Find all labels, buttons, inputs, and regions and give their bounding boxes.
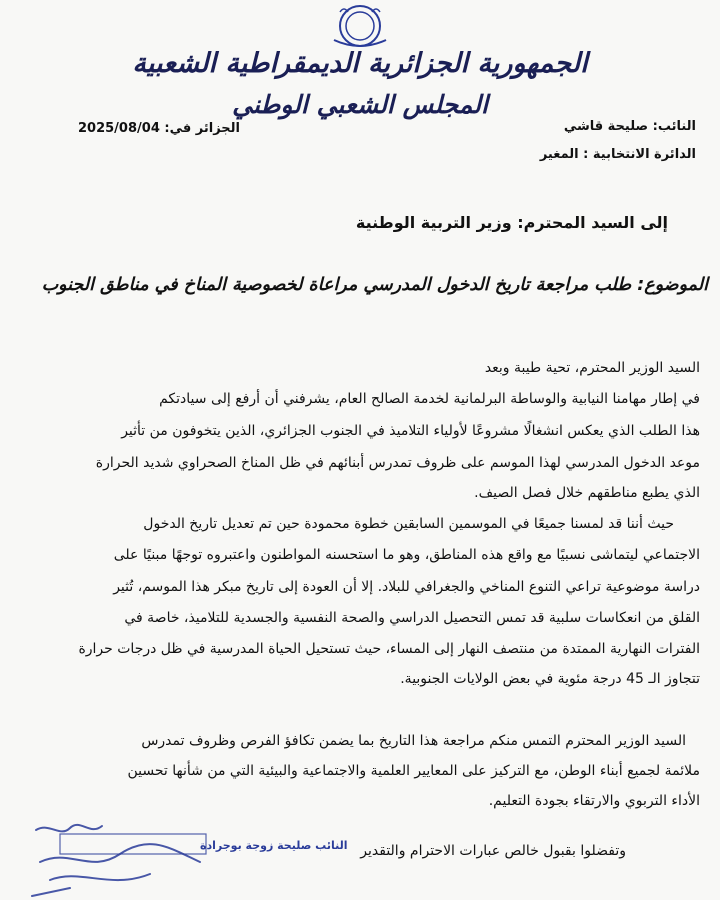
paragraph-1-line: موعد الدخول المدرسي لهذا الموسم على ظروف تمدرس أبنائهم في ظل المناخ الصحراوي شديد الحرارة: [95, 455, 700, 471]
paragraph-1-line: في إطار مهامنا النيابية والوساطة البرلمانية لخدمة الصالح العام، يشرفني أن أرفع إلى سيادتكم: [159, 391, 700, 407]
addressee: إلى السيد المحترم: وزير التربية الوطنية: [355, 213, 668, 232]
paragraph-2-line: القلق من انعكاسات سلبية قد تمس التحصيل الدراسي والصحة النفسية والجسدية للتلاميذ، خاصة في: [124, 610, 700, 626]
greeting: السيد الوزير المحترم، تحية طيبة وبعد: [484, 360, 700, 376]
paragraph-3-line: ملائمة لجميع أبناء الوطن، مع التركيز على المعايير العلمية والاجتماعية والبيئية التي من شأنها تحسين: [127, 763, 700, 779]
emblem-icon: [322, 4, 398, 52]
paragraph-2-line: تتجاوز الـ 45 درجة مئوية في بعض الولايات الجنوبية.: [400, 671, 700, 687]
place-date: الجزائر في: 2025/08/04: [78, 121, 240, 136]
signature-stamp: [30, 818, 348, 900]
paragraph-1-line: الذي يطبع مناطقهم خلال فصل الصيف.: [474, 485, 700, 501]
assembly-title: المجلس الشعبي الوطني: [232, 90, 488, 119]
paragraph-2-line: الاجتماعي ليتماشى نسبيًا مع واقع هذه المناطق، وهو ما استحسنه المواطنون واعتبروه توجهًا مبنيًا على: [113, 547, 700, 563]
republic-title: الجمهورية الجزائرية الديمقراطية الشعبية: [132, 48, 588, 79]
electoral-district: الدائرة الانتخابية : المغير: [539, 147, 696, 162]
paragraph-3-line: الأداء التربوي والارتقاء بجودة التعليم.: [488, 793, 700, 809]
paragraph-2-line: دراسة موضوعية تراعي التنوع المناخي والجغرافي للبلاد. إلا أن العودة إلى تاريخ مبكر هذا الموسم، تُثير: [113, 579, 700, 595]
closing-line: وتفضلوا بقبول خالص عبارات الاحترام والتقدير: [360, 843, 626, 859]
paragraph-3-line: السيد الوزير المحترم التمس منكم مراجعة هذا التاريخ بما يضمن تكافؤ الفرص وظروف تمدرس: [141, 733, 686, 749]
svg-text:النائب صليحة زوجة بوجرادة: النائب صليحة زوجة بوجرادة: [200, 839, 348, 852]
paragraph-1-line: هذا الطلب الذي يعكس انشغالًا مشروعًا لأولياء التلاميذ في الجنوب الجزائري، الذين يتخوفون من تأثير: [121, 423, 700, 439]
paragraph-2-line: حيث أننا قد لمسنا جميعًا في الموسمين السابقين خطوة محمودة حين تم تعديل تاريخ الدخول: [143, 516, 674, 532]
subject-line: الموضوع: طلب مراجعة تاريخ الدخول المدرسي مراعاة لخصوصية المناخ في مناطق الجنوب: [41, 275, 708, 295]
deputy-name: النائب: صليحة قاشي: [563, 119, 696, 134]
paragraph-2-line: الفترات النهارية الممتدة من منتصف النهار إلى المساء، حيث تستحيل الحياة المدرسية في ظل درجات حرارة: [78, 641, 700, 657]
